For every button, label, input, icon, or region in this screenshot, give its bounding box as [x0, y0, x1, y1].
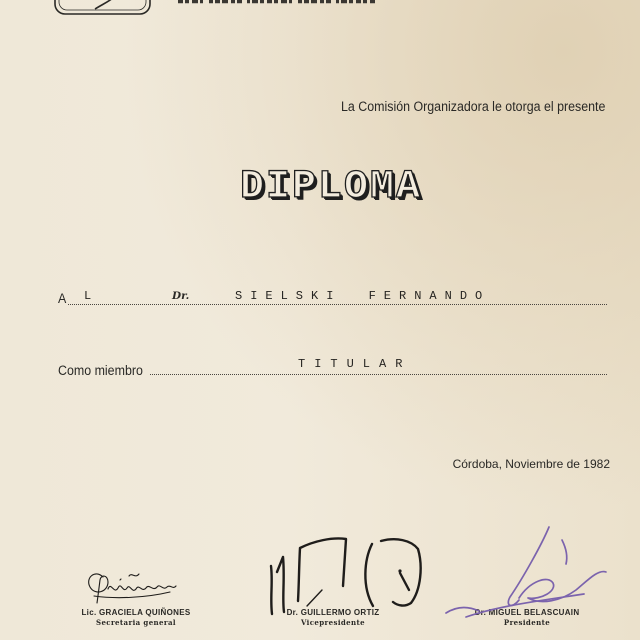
place-date: Córdoba, Noviembre de 1982 [452, 457, 610, 471]
recipient-dotted-line [68, 304, 607, 305]
diploma-title: DIPLOMA [240, 165, 423, 210]
signatory-name: Dr. GUILLERMO ORTIZ [286, 608, 380, 617]
recipient-name: SIELSKI FERNANDO [235, 289, 491, 303]
signatory-role: Presidente [503, 618, 551, 627]
recipient-initial: L [84, 289, 92, 303]
intro-text: La Comisión Organizadora le otorga el presente [340, 99, 605, 114]
signatory-vicepresident [243, 607, 423, 628]
membership-label: Como miembro [58, 363, 143, 378]
membership-dotted-line [150, 374, 607, 375]
signatory-role: Vicepresidente [300, 618, 366, 627]
recipient-honorific: Dr. [172, 290, 190, 302]
signatory-name: Lic. GRACIELA QUIÑONES [81, 608, 191, 617]
signatory-name: Dr. MIGUEL BELASCUAIN [474, 608, 580, 617]
signatory-president [437, 607, 617, 628]
recipient-prefix: A [58, 291, 67, 306]
logo-icon [55, 0, 150, 14]
signatory-role: Secretaria general [96, 618, 176, 627]
signature-belascuain [446, 527, 606, 617]
membership-value: TITULAR [298, 357, 412, 371]
signatory-secretary [46, 607, 226, 628]
signature-quinones [89, 574, 176, 603]
signature-ortiz [271, 538, 421, 614]
